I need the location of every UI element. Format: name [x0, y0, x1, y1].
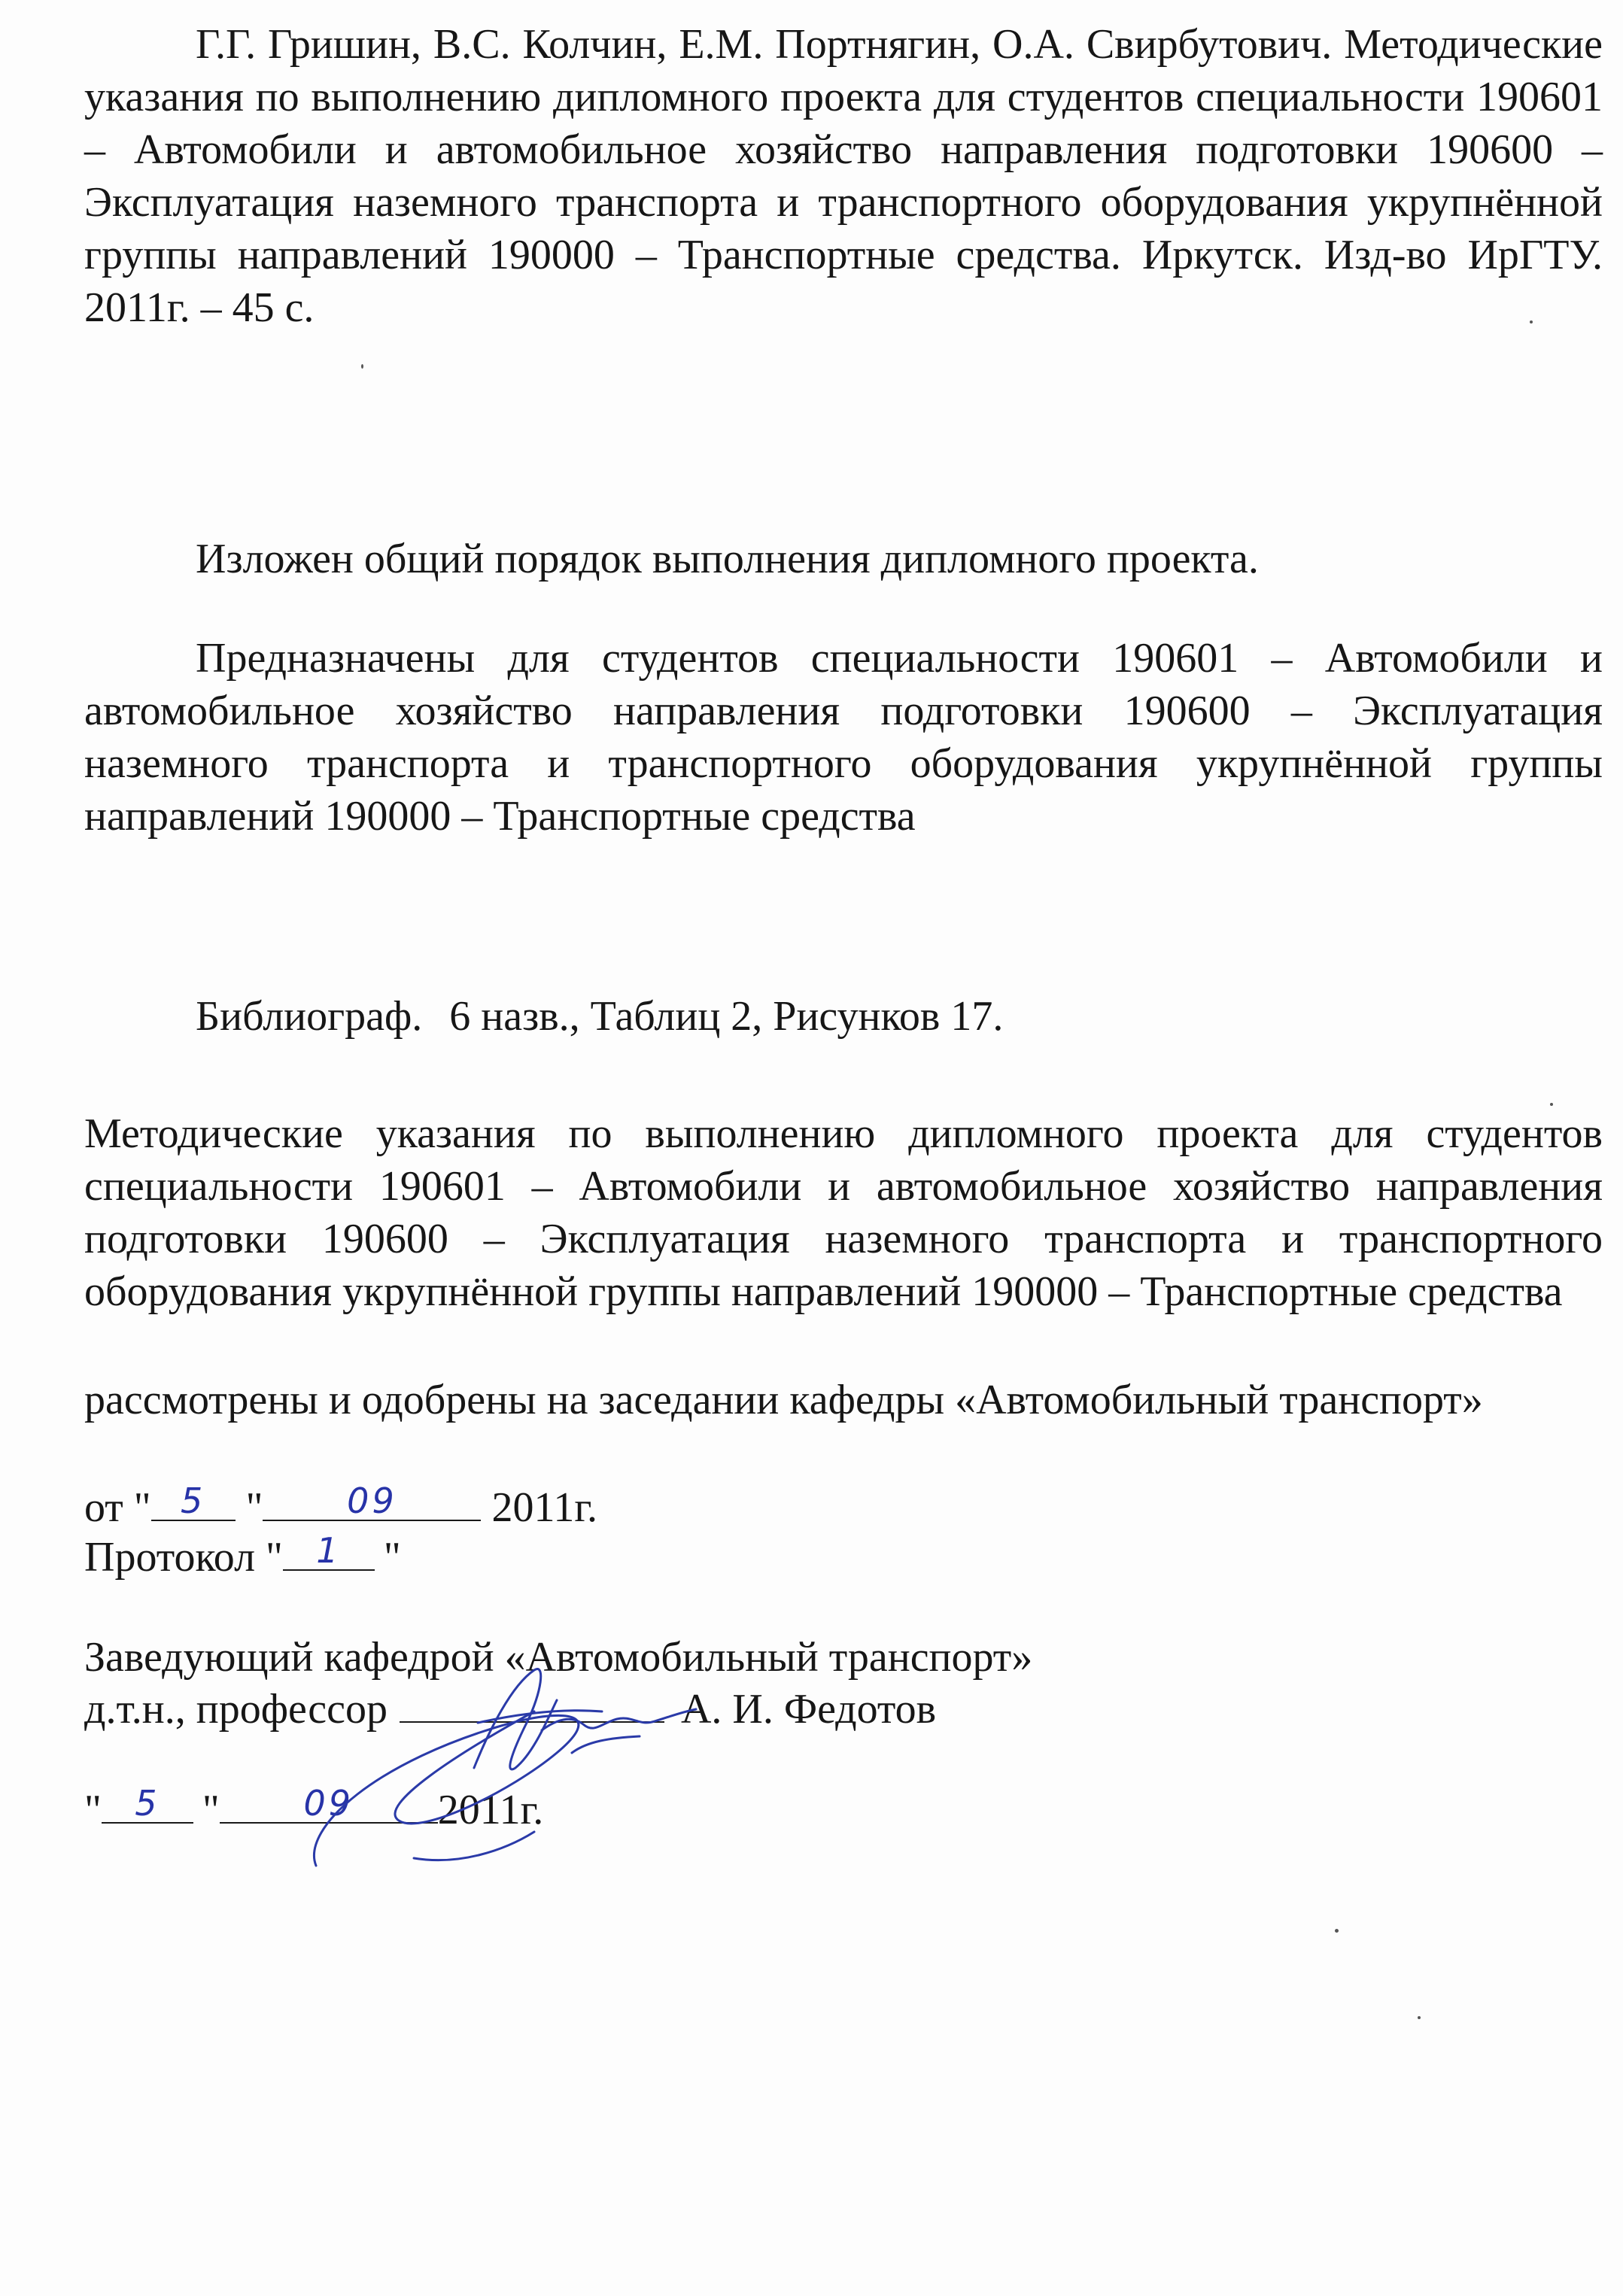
scan-speck	[1418, 2016, 1421, 2019]
sign-year: 2011г.	[437, 1787, 544, 1833]
sign-month-blank	[220, 1783, 438, 1824]
sign-month-handwritten: 09	[303, 1783, 354, 1824]
bibliography-line	[196, 990, 1003, 1043]
scan-speck	[1550, 1103, 1553, 1106]
bibliography-figures: 17.	[950, 993, 1004, 1040]
sign-day-handwritten: 5	[135, 1783, 160, 1824]
meeting-date-prefix: от "	[84, 1484, 151, 1531]
scan-speck	[1530, 320, 1533, 323]
summary-paragraph: Изложен общий порядок выполнения дипломного проекта.	[196, 536, 1259, 582]
scan-speck	[361, 364, 363, 369]
approval-line: рассмотрены и одобрены на заседании кафедры «Автомобильный транспорт»	[84, 1377, 1483, 1423]
meeting-month-blank	[263, 1481, 481, 1521]
bibliography-tables-label: Таблиц	[590, 993, 721, 1040]
head-title: Заведующий кафедрой «Автомобильный транспорт»	[84, 1634, 1033, 1681]
sign-day-blank	[102, 1783, 193, 1824]
sign-date-quote: "	[202, 1787, 220, 1833]
meeting-year: 2011г.	[491, 1484, 598, 1531]
meeting-date-quote: "	[245, 1484, 263, 1531]
meeting-month-handwritten: 09	[347, 1481, 397, 1521]
signature-blank	[400, 1682, 664, 1723]
bibliography-figures-label: Рисунков	[773, 993, 941, 1040]
meeting-day-handwritten: 5	[180, 1481, 206, 1521]
head-degree: д.т.н., профессор	[84, 1686, 388, 1733]
bibliography-label: Библиограф.	[196, 993, 423, 1040]
protocol-prefix: Протокол "	[84, 1534, 283, 1581]
protocol-number-blank	[283, 1530, 375, 1571]
meeting-date-line	[84, 1481, 597, 1534]
approval-paragraph: Методические указания по выполнению дипломного проекта для студентов специальности 190601 – Автомобили и автомобильное хозяйство направления подготовки 190600 – Эксплуатация наземного транспорта и транспортного оборудования укрупнённой группы направлений 190000 – Транспортные средства	[84, 1110, 1603, 1315]
protocol-line	[84, 1530, 401, 1584]
audience-paragraph: Предназначены для студентов специальности 190601 – Автомобили и автомобильное хозяйство направления подготовки 190600 – Эксплуатация наземного транспорта и транспортного оборудования укрупнённой группы направлений 190000 – Транспортные средства	[84, 635, 1603, 840]
bibliography-refs: 6 назв.,	[449, 993, 580, 1040]
head-signature-line	[84, 1682, 936, 1736]
protocol-number-handwritten: 1	[316, 1530, 342, 1571]
bibliography-tables: 2,	[731, 993, 763, 1040]
sign-date-line	[84, 1783, 543, 1836]
head-name: А. И. Федотов	[680, 1686, 937, 1733]
meeting-day-blank	[151, 1481, 236, 1521]
annotation-paragraph: Г.Г. Гришин, В.С. Колчин, Е.М. Портнягин, О.А. Свирбутович. Методические указания по выполнению дипломного проекта для студентов специальности 190601 – Автомобили и автомобильное хозяйство направления подготовки 190600 – Эксплуатация наземного транспорта и транспортного оборудования укрупнённой группы направлений 190000 – Транспортные средства. Иркутск. Изд-во ИрГТУ. 2011г. – 45 с.	[84, 21, 1603, 331]
scan-speck	[1335, 1929, 1339, 1933]
protocol-suffix: "	[383, 1534, 401, 1581]
sign-date-prefix: "	[84, 1787, 102, 1833]
